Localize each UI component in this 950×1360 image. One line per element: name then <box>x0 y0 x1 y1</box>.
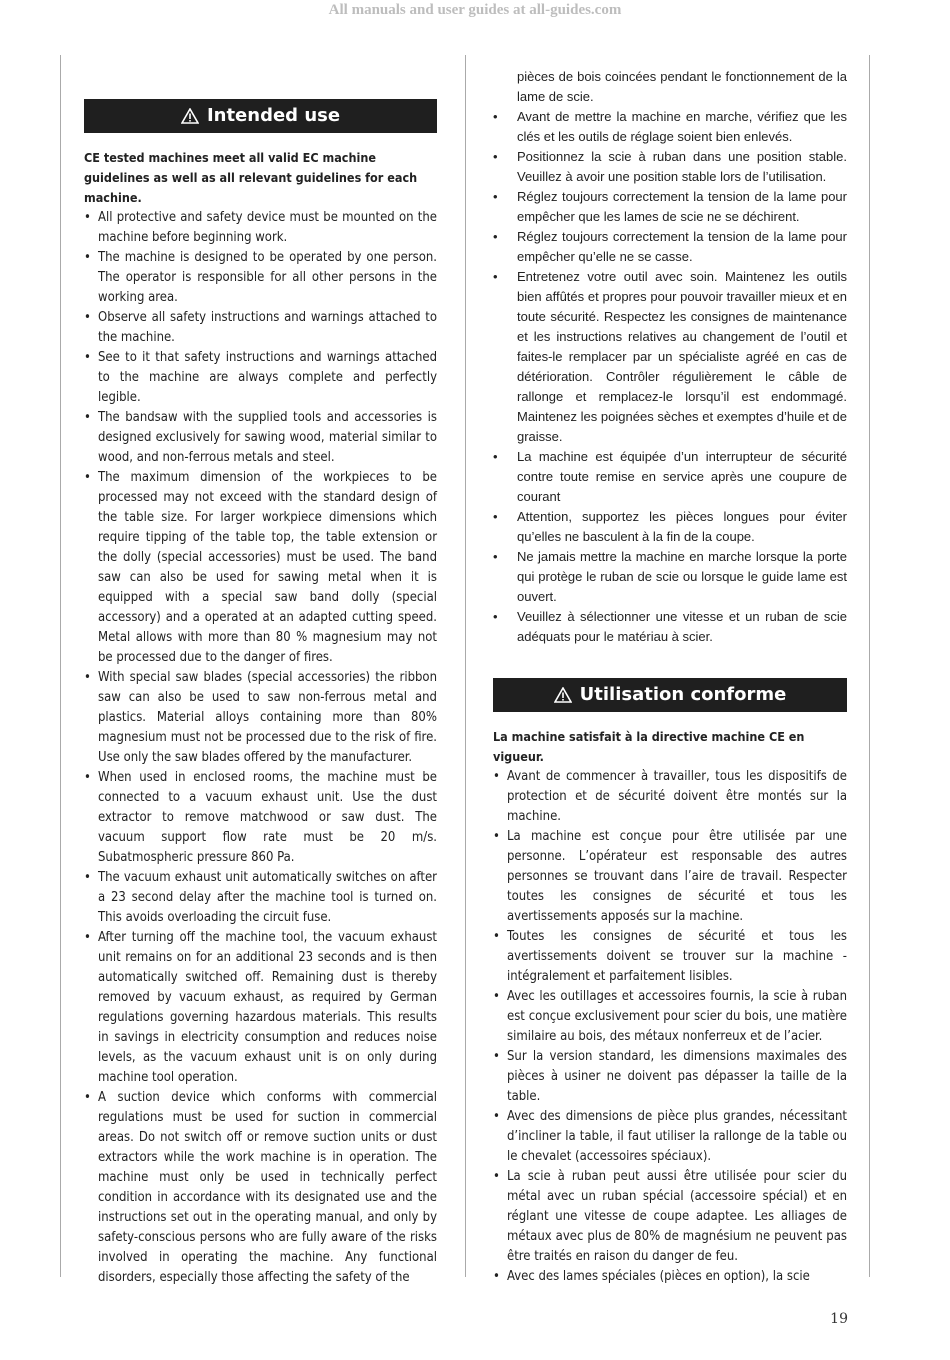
list-item: • See to it that safety instructions and warnings attached to the machine are always complete and perfectly legible. <box>84 348 437 408</box>
list-item: • Observe all safety instructions and warnings attached to the machine. <box>84 308 437 348</box>
right-margin-rule <box>869 55 870 1277</box>
list-item: • The bandsaw with the supplied tools and accessories is designed exclusively for sawing wood, material similar to wood, and non-ferrous metals and steel. <box>84 408 437 468</box>
page-number: 19 <box>830 1311 848 1327</box>
list-item: • Sur la version standard, les dimensions maximales des pièces à usiner ne doivent pas dépasser la taille de la table. <box>493 1047 847 1107</box>
list-item: • La machine est conçue pour être utilisée par une personne. L’opérateur est responsable des autres personnes se trouvant dans l’aire de travail. Respecter toutes les consignes de sécurité et tous les avertissements apposés sur la machine. <box>493 827 847 927</box>
safety-list-fr <box>493 67 847 647</box>
list-item: • A suction device which conforms with commercial regulations must be used for suction in commercial areas. Do not switch off or remove suction units or dust extractors while the work machine is in operation. The machine must only be used in technically perfect condition in accordance with its designated use and the instructions set out in the operating manual, and only by safety-conscious persons who are fully aware of the risks involved in operating the machine. Any functional disorders, especially those affecting the safety of the <box>84 1088 437 1288</box>
list-item: • When used in enclosed rooms, the machine must be connected to a vacuum exhaust unit. Use the dust extractor to remove matchwood or saw dust. The vacuum support flow rate must be 20 m/s. Subatmospheric pressure 860 Pa. <box>84 768 437 868</box>
utilisation-conforme-header <box>493 678 847 712</box>
list-item: • Attention, supportez les pièces longues pour éviter qu’elles ne basculent à la fin de la coupe. <box>493 507 847 547</box>
left-margin-rule <box>60 55 61 1277</box>
section-title: Intended use <box>206 105 341 126</box>
watermark: All manuals and user guides at all-guides.com <box>328 2 622 18</box>
intended-use-list <box>84 208 437 1288</box>
list-item: • The machine is designed to be operated by one person. The operator is responsible for all other persons in the working area. <box>84 248 437 308</box>
warning-icon <box>554 687 572 703</box>
list-item: • Avec les outillages et accessoires fournis, la scie à ruban est conçue exclusivement pour scier du bois, une matière similaire au bois, des métaux nonferreux et de l’acier. <box>493 987 847 1047</box>
list-item: • The vacuum exhaust unit automatically switches on after a 23 second delay after the machine tool is turned on. This avoids overloading the circuit fuse. <box>84 868 437 928</box>
list-item: • La scie à ruban peut aussi être utilisée pour scier du métal avec un ruban spécial (accessoire spécial) et en réglant une vitesse de coupe adaptee. Les alliages de métaux avec plus de 80% de magnésium ne peuvent pas être traités en raison du danger de feu. <box>493 1167 847 1267</box>
list-item: • La machine est équipée d’un interrupteur de sécurité contre toute remise en service après une coupure de courant <box>493 447 847 507</box>
list-item: • Ne jamais mettre la machine en marche lorsque la porte qui protège le ruban de scie ou lorsque le guide lame est ouvert. <box>493 547 847 607</box>
list-item: • Positionnez la scie à ruban dans une position stable. Veuillez à avoir une position stable lors de l’utilisation. <box>493 147 847 187</box>
list-item: • All protective and safety device must be mounted on the machine before beginning work. <box>84 208 437 248</box>
list-item: • Avec des dimensions de pièce plus grandes, nécessitant d’incliner la table, il faut utiliser la rallonge de la table ou le chevalet (accessoires spéciaux). <box>493 1107 847 1167</box>
list-item: • Entretenez votre outil avec soin. Maintenez les outils bien affûtés et propres pour pouvoir travailler mieux et en toute sécurité. Respectez les consignes de maintenance et les instructions relatives au changement de l’outil et faites-le remplacer par un spécialiste agréé en cas de détérioration. Contrôler régulièrement le câble de rallonge et remplacez-le lorsqu’il est endommagé. Maintenez les poignées sèches et exemptes d’huile et de graisse. <box>493 267 847 447</box>
list-item: • After turning off the machine tool, the vacuum exhaust unit remains on for an additional 23 seconds and is then automatically switched off. Remaining dust is thereby removed by vacuum exhaust, as required by German regulations governing hazardous materials. This results in savings in electricity consumption and reduces noise levels, as the vacuum exhaust unit is on only during machine tool operation. <box>84 928 437 1088</box>
intro-text: La machine satisfait à la directive machine CE en vigueur. <box>493 729 805 764</box>
list-item-continued: pièces de bois coincées pendant le fonctionnement de la lame de scie. <box>517 69 847 104</box>
list-item: • Avant de mettre la machine en marche, vérifiez que les clés et les outils de réglage soient bien enlevés. <box>493 107 847 147</box>
list-item: • Réglez toujours correctement la tension de la lame pour empêcher qu’elle ne se casse. <box>493 227 847 267</box>
warning-icon <box>181 108 199 124</box>
list-item: • Toutes les consignes de sécurité et tous les avertissements doivent se trouver sur la machine - intégralement et parfaitement lisibles. <box>493 927 847 987</box>
intended-use-header <box>84 99 437 133</box>
list-item: • The maximum dimension of the workpieces to be processed may not exceed with the standard design of the table size. For larger workpiece dimensions which require tipping of the table top, the table extension or the dolly (special accessories) must be used. The band saw can also be used for sawing metal when it is equipped with a special saw band dolly (special accessory) and a operated at an adapted cutting speed. Metal allows with more than 80 % magnesium may not be processed due to the danger of fires. <box>84 468 437 668</box>
list-item: • Avant de commencer à travailler, tous les dispositifs de protection et de sécurité doivent être montés sur la machine. <box>493 767 847 827</box>
list-item: • With special saw blades (special accessories) the ribbon saw can also be used to saw non-ferrous metal and plastics. Material alloys containing more than 80% magnesium must not be processed due to the risk of fire. Use only the saw blades offered by the manufacturer. <box>84 668 437 768</box>
intro-text: CE tested machines meet all valid EC machine guidelines as well as all relevant guidelines for each machine. <box>84 150 418 205</box>
right-column <box>493 67 847 1287</box>
utilisation-list <box>493 767 847 1287</box>
list-item: • Veuillez à sélectionner une vitesse et un ruban de scie adéquats pour le matériau à scier. <box>493 607 847 647</box>
list-item: • Avec des lames spéciales (pièces en option), la scie <box>493 1267 847 1287</box>
section-title: Utilisation conforme <box>579 684 787 705</box>
list-item: • Réglez toujours correctement la tension de la lame pour empêcher que les lames de scie ne se déchirent. <box>493 187 847 227</box>
left-column <box>84 99 437 1288</box>
center-rule <box>465 55 466 1277</box>
